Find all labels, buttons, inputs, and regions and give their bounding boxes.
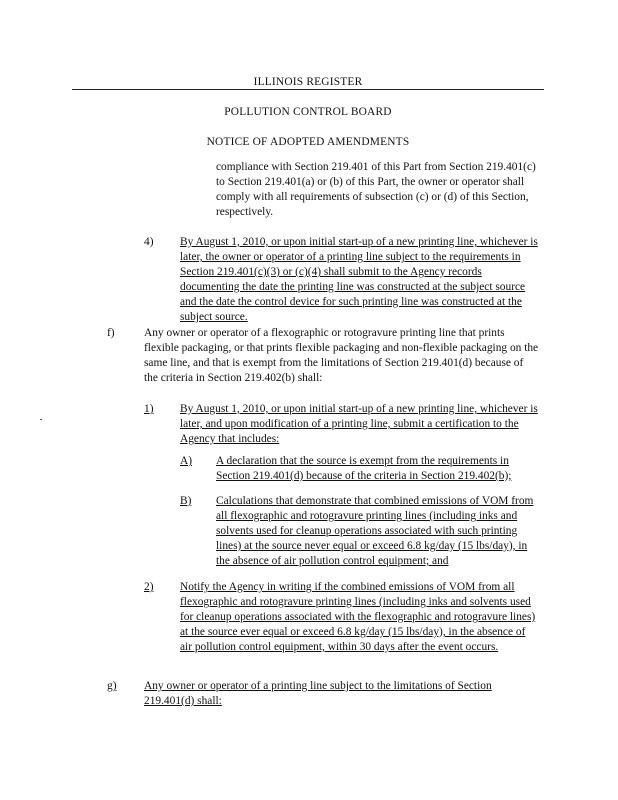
item-f2-label: 2)	[144, 581, 154, 593]
item-e4-text: By August 1, 2010, or upon initial start-up of a new printing line, whichever is later, the owner or operator of a printing line subject to the requirements in Section 219.401(c)(3) or (c)(4) shall submit to the Agency records documenting the date the printing line was constructed at the subject source and the date the control device for such printing line was constructed at the subject source.	[180, 236, 538, 323]
item-f1-text: By August 1, 2010, or upon initial start-up of a new printing line, whichever is later, and upon modification of a printing line, submit a certification to the Agency that includes:	[180, 403, 538, 445]
carryover-paragraph: compliance with Section 219.401 of this Part from Section 219.401(c) to Section 219.401(a) or (b) of this Part, the owner or operator shall comply with all requirements of subsection (c) or (d) of this Section, respectively.	[216, 161, 536, 218]
item-f1B-label: B)	[180, 495, 192, 507]
stray-mark	[40, 419, 42, 420]
item-g-label: g)	[107, 680, 117, 692]
item-f1A-label: A)	[180, 455, 193, 467]
item-f2-text: Notify the Agency in writing if the combined emissions of VOM from all flexographic and rotogravure printing lines (including inks and solvents used for cleanup operations associated with the flexographic and rotogravure lines) at the source ever equal or exceed 6.8 kg/day (15 lbs/day), in the absence of air pollution control equipment, within 30 days after the event occurs.	[180, 581, 536, 653]
agency-title: POLLUTION CONTROL BOARD	[224, 106, 392, 118]
item-e4-label: 4)	[144, 236, 154, 248]
item-g-text: Any owner or operator of a printing line subject to the limitations of Section 219.401(d) shall:	[144, 680, 492, 707]
header-rule	[72, 89, 544, 90]
item-f1-label: 1)	[144, 403, 154, 415]
item-f1A-text: A declaration that the source is exempt from the requirements in Section 219.401(d) because of the criteria in Section 219.402(b);	[216, 455, 512, 482]
register-title: ILLINOIS REGISTER	[253, 76, 363, 88]
notice-title: NOTICE OF ADOPTED AMENDMENTS	[206, 136, 410, 148]
item-f1B-text: Calculations that demonstrate that combined emissions of VOM from all flexographic and rotogravure printing lines (including inks and solvents used for cleanup operations associated with such printing lines) at the source never equal or exceed 6.8 kg/day (15 lbs/day), in the absence of air pollution control equipment; and	[216, 495, 534, 567]
item-f-label: f)	[107, 327, 115, 339]
item-f-text: Any owner or operator of a flexographic or rotogravure printing line that prints flexible packaging, or that prints flexible packaging and non-flexible packaging on the same line, and that is exempt from the limitations of Section 219.401(d) because of the criteria in Section 219.402(b) shall:	[144, 327, 539, 384]
